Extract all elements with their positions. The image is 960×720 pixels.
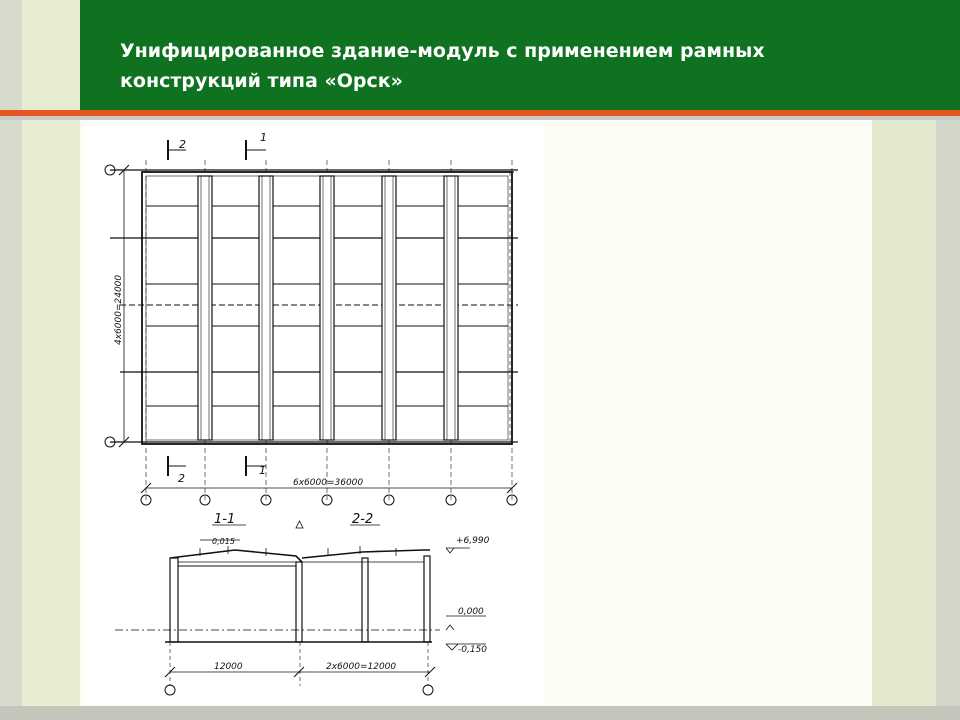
floor-plan	[105, 140, 518, 505]
frame-beam-5	[444, 176, 458, 440]
cross-section	[115, 521, 486, 695]
slide-title: Унифицированное здание-модуль с применением рамных конструкций типа «Орск»	[120, 40, 765, 92]
section-label-2-2: 2-2	[352, 512, 374, 527]
elevation-top: +6,990	[456, 536, 490, 546]
frame-beam-4	[382, 176, 396, 440]
column-right-bay	[362, 558, 368, 642]
section-mark-2-bottom: 2	[178, 472, 185, 485]
roof-right	[302, 550, 430, 558]
section-axis-left	[165, 685, 175, 695]
section-mark-2-top: 2	[179, 138, 186, 151]
column-left	[170, 558, 178, 642]
roof-left	[170, 550, 302, 562]
section-mark-1-bottom: 1	[259, 464, 266, 477]
elevation-zero: 0,000	[458, 607, 484, 617]
column-right	[424, 556, 430, 642]
section-dim-right: 2x6000=12000	[326, 662, 397, 672]
frame-beam-2	[259, 176, 273, 440]
dim-vertical-label: 4x6000=24000	[114, 274, 124, 345]
section-mark-1-top: 1	[260, 131, 267, 144]
bottom-bar	[0, 706, 960, 720]
section-label-1-1: 1-1	[214, 512, 236, 527]
frame-beam-1	[198, 176, 212, 440]
reference-triangle	[296, 521, 303, 528]
dim-horizontal-label: 6x6000=36000	[293, 478, 364, 488]
roof-slope-label: 0,015	[212, 537, 235, 546]
elevation-bottom: -0,150	[458, 645, 488, 655]
section-dim-left: 12000	[214, 662, 243, 672]
frame-beam-3	[320, 176, 334, 440]
section-axis-right	[423, 685, 433, 695]
